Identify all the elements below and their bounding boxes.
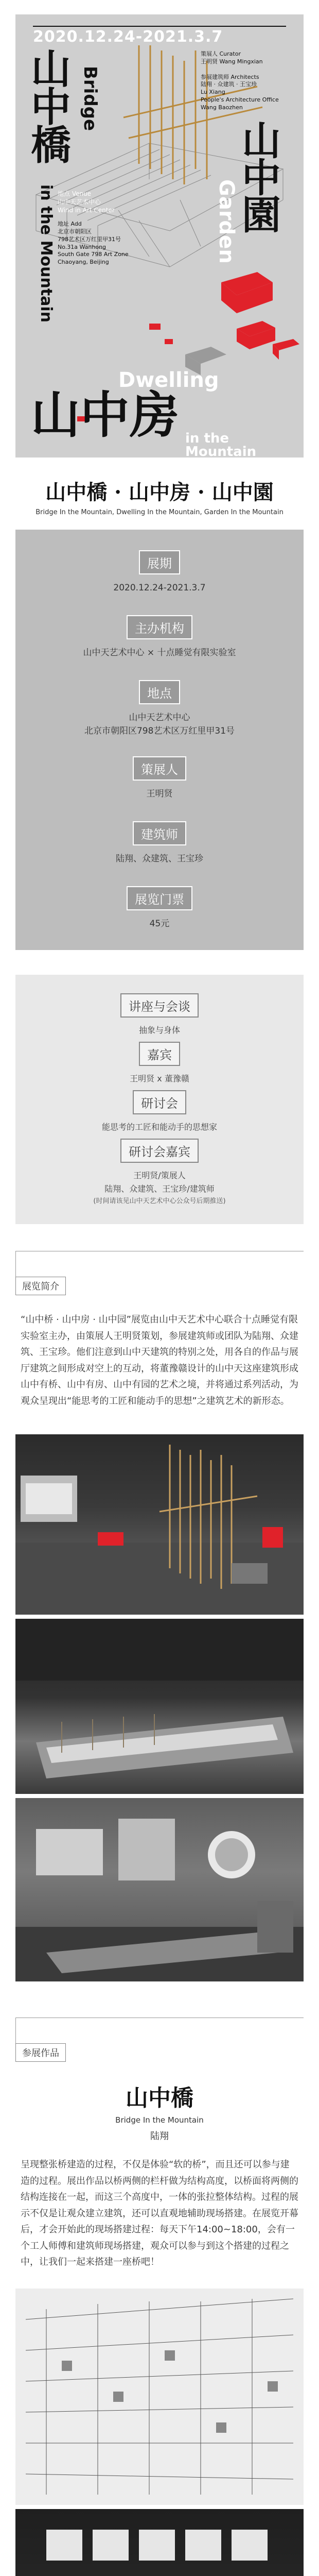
title-sub: Bridge In the Mountain, Dwelling In the Mountain, Garden In the Mountain <box>36 509 283 516</box>
poster-dwelling-en: Dwelling <box>118 368 219 392</box>
gallery-photo-1 <box>15 1434 304 1615</box>
title-main: 山中橋 · 山中房 · 山中園 <box>45 480 274 504</box>
seminar-label: 研讨会 <box>133 1090 186 1114</box>
intro-text: “山中桥 · 山中房 · 山中园”展览由山中天艺术中心联合十点睡觉有限实验室主办，由策展人王明贤策划，参展建筑师或团队为陆翔、众建筑、王宝珍。他们注意到山中天建筑的特别之处，用各自的作品与展厅建筑之间形成对空上的互动，将董豫赣设计的山中天这座建筑形成山中有桥、山中有房、山中有园的艺术之境，并将通过系列活动，为观众呈现出“能思考的工匠和能动手的思想”之建筑艺术的新形态。 <box>21 1314 298 1406</box>
talk-seminar <box>15 1090 304 1134</box>
talk-seminar-guests <box>15 1139 304 1205</box>
poster-title-bridge-en: Bridge <box>80 66 100 131</box>
bridge-photo-2-art <box>15 2509 304 2576</box>
gallery-photo-3 <box>15 1798 304 1981</box>
works-label: 参展作品 <box>15 2043 66 2062</box>
work-bridge-title: 山中橋 <box>126 2085 193 2111</box>
venue-value: 山中天艺术中心 北京市朝阳区798艺术区万红里甲31号 <box>84 713 235 736</box>
gallery-photo-2 <box>15 1619 304 1794</box>
venue-label: 地点 <box>139 680 180 704</box>
info-venue <box>15 680 304 738</box>
period-value: 2020.12.24-2021.3.7 <box>113 583 206 593</box>
ticket-label: 展览门票 <box>127 886 192 910</box>
gallery-photo-1-art <box>15 1434 304 1615</box>
gallery-photo-3-art <box>15 1798 304 1981</box>
period-label: 展期 <box>139 550 180 574</box>
organizer-label: 主办机构 <box>127 615 192 639</box>
poster-credits: 策展人 Curator 王明贤 Wang Mingxian 参展建筑师 Architects 陆翔 · 众建筑 · 王宝珍 Lu Xiang People's Architecture Office Wang Baozhen <box>201 50 279 111</box>
talk-lecture <box>15 993 304 1037</box>
poster-title-bridge: 山中橋 <box>31 46 72 170</box>
bridge-photo-1-art <box>15 2289 304 2505</box>
work-bridge-heading <box>15 2079 304 2142</box>
exhibition-poster <box>15 14 304 457</box>
poster-side-en: in the Mountain <box>37 184 55 323</box>
info-organizer <box>15 615 304 660</box>
poster-title-garden-en: Garden <box>215 179 238 264</box>
architects-value: 陆翔、众建筑、王宝珍 <box>116 854 203 864</box>
organizer-value: 山中天艺术中心 × 十点睡觉有限实验室 <box>83 648 236 658</box>
poster-date: 2020.12.24-2021.3.7 <box>33 26 286 46</box>
talks-panel <box>15 975 304 1224</box>
seminar-guest-value: 王明贤/策展人 陆翔、众建筑、王宝珍/建筑师 <box>104 1171 215 1194</box>
exhibition-title <box>15 463 304 527</box>
ticket-value: 45元 <box>149 919 170 929</box>
work-bridge-author: 陆翔 <box>150 2131 169 2142</box>
bridge-photo-2 <box>15 2509 304 2576</box>
talks-note: (时间请该见山中天艺术中心公众号后期推送) <box>93 1197 226 1206</box>
work-bridge-desc: 呈现整张桥建造的过程，不仅是体验“软的桥”，而且还可以参与建造的过程。展出作品以桥两侧的栏杆做为结构高度，以桥面将两侧的结构连接在一起，而这三个高度中，一体的张拉整体结构。过程的展示不仅是让观众建立建筑，还可以直观地辅助现场搭建。在展览开幕后，才会开始此的现场搭建过程：每天下午14:00~18:00，会有一个工人师傅和建筑师现场搭建，观众可以参与到这个搭建的过程之中，让我们一起来搭建一座桥吧！ <box>21 2159 298 2267</box>
lecture-value: 抽象与身体 <box>138 1025 180 1035</box>
intro-label: 展览简介 <box>15 1277 66 1295</box>
poster-title-dwelling: 山中房 <box>31 386 179 444</box>
talk-guest <box>15 1042 304 1086</box>
lecture-label: 讲座与会谈 <box>120 993 199 1018</box>
info-architects <box>15 821 304 866</box>
poster-title-garden: 山中園 <box>242 118 281 239</box>
info-curator <box>15 756 304 801</box>
info-ticket <box>15 886 304 931</box>
guest-value: 王明贤 x 董豫赣 <box>130 1074 189 1083</box>
guest-label: 嘉宾 <box>139 1042 180 1066</box>
bridge-photo-1 <box>15 2289 304 2505</box>
gallery-photo-2-art <box>15 1619 304 1794</box>
poster-address: 地址 Add 北京市朝阳区 798艺术区万红里甲31号 No.31a Wanhong South Gate 798 Art Zone Chaoyang, Beijing <box>58 221 129 266</box>
info-panel <box>15 530 304 950</box>
curator-value: 王明贤 <box>146 789 173 799</box>
architects-label: 建筑师 <box>133 821 186 845</box>
poster-venue: 地点 Venue 山中天艺术中心 Wind in Art Center <box>58 190 115 214</box>
work-bridge-sub: Bridge In the Mountain <box>115 2115 204 2125</box>
seminar-guest-label: 研讨会嘉宾 <box>120 1139 199 1163</box>
curator-label: 策展人 <box>133 756 186 781</box>
info-period <box>15 550 304 595</box>
poster-in-the-mountain: in the Mountain <box>185 431 257 457</box>
seminar-value: 能思考的工匠和能动手的思想家 <box>101 1122 217 1132</box>
